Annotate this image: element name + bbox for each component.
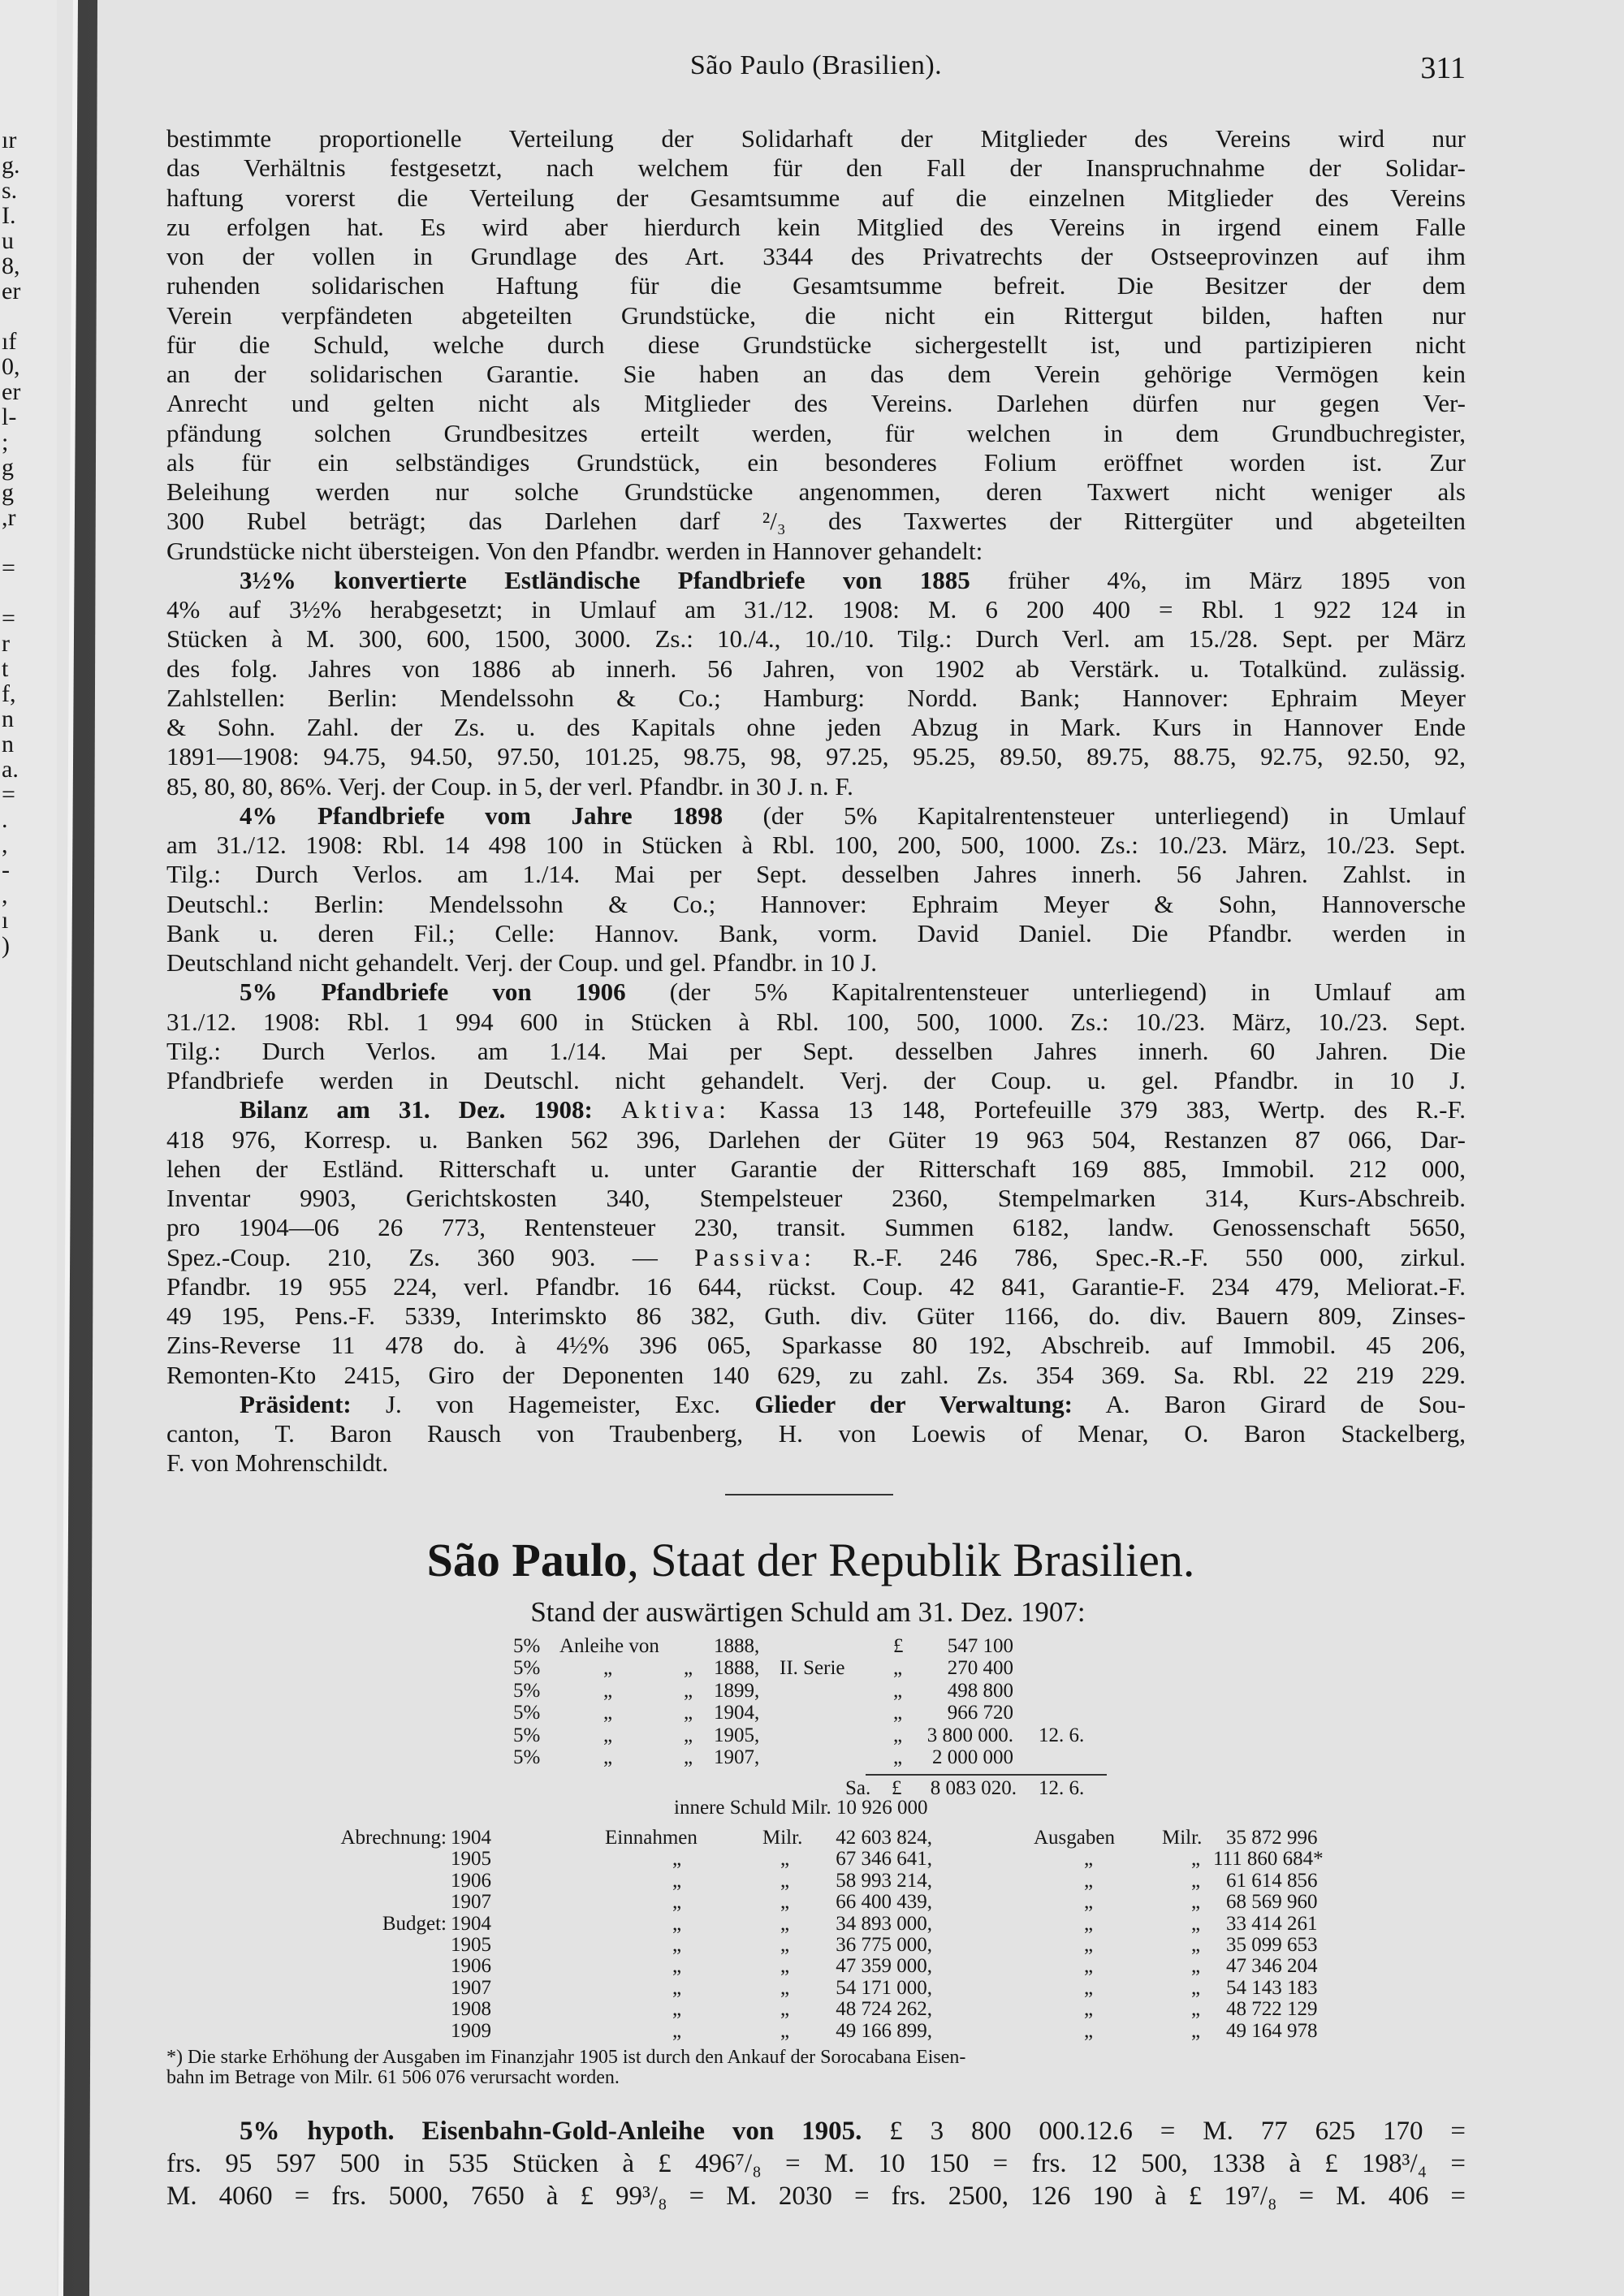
- finance-category: Budget:: [382, 1912, 447, 1935]
- loan-name-ditto: „: [684, 1702, 693, 1724]
- text-run: Inventar 9903, Gerichtskosten 340, Stempelsteuer 2360, Stempelmarken 314, Kurs-Abschreib.: [166, 1184, 1466, 1212]
- fragment-text: ): [2, 932, 10, 959]
- text-run: J. von Hagemeister, Exc.: [351, 1389, 755, 1418]
- text-run: zu erfolgen hat. Es wird aber hierdurch kein Mitglied des Vereins in irgend einem Falle: [166, 212, 1466, 241]
- text-line: [166, 1095, 1466, 1124]
- text-run: Zins-Reverse 11 478 do. à 4½% 396 065, Sparkasse 80 192, Abschreib. auf Immobil. 45 206,: [166, 1331, 1466, 1360]
- text-line: [166, 1154, 1466, 1184]
- text-line: [166, 595, 1466, 624]
- expense-label: „: [1084, 1848, 1094, 1871]
- interest-rate: 5%: [513, 1679, 541, 1702]
- text-line: [166, 1008, 1466, 1037]
- income-unit: „: [780, 1998, 790, 2021]
- income-label: „: [672, 1976, 682, 1999]
- spaced-run: Passiva:: [694, 1242, 816, 1271]
- text-line: [166, 919, 1466, 948]
- fragment-text: s.: [2, 177, 18, 204]
- income-unit: „: [780, 1869, 790, 1892]
- text-line: [166, 566, 1466, 595]
- text-line: [166, 1390, 1466, 1419]
- fragment-text: ,: [2, 882, 8, 908]
- text-run: Stücken à M. 300, 600, 1500, 3000. Zs.: 10./4., 10./10. Tilg.: Durch Verl. am 15./28. Sept. per März: [166, 624, 1466, 654]
- fragment-text: er: [2, 378, 21, 405]
- finance-year: 1908: [451, 1998, 491, 2021]
- loan-year: 1888,: [714, 1657, 760, 1680]
- expense-unit: „: [1191, 1869, 1201, 1892]
- loan-amount: 966 720: [947, 1702, 1013, 1724]
- expense-unit: „: [1191, 1934, 1201, 1956]
- heading-run: 3½% konvertierte Estländische Pfandbriefe von 1885: [240, 565, 970, 594]
- footnote-line: bahn im Betrage von Milr. 61 506 076 verursacht worden.: [166, 2067, 620, 2088]
- loan-amount: 498 800: [947, 1679, 1013, 1702]
- income-label: „: [672, 1891, 682, 1914]
- text-line: [166, 419, 1466, 448]
- text-run: (der 5% Kapitalrentensteuer unterliegend) in Umlauf: [723, 801, 1466, 830]
- text-run: pfändung solchen Grundbesitzes erteilt werden, für welchen in dem Grundbuchregister,: [166, 418, 1466, 447]
- expense-label: „: [1084, 1869, 1094, 1892]
- text-line: [166, 213, 1466, 242]
- sum-label: Sa.: [845, 1777, 871, 1799]
- sum-extra: 12. 6.: [1039, 1777, 1085, 1799]
- text-line: [166, 124, 1466, 153]
- text-run: frs. 95 597 500 in 535 Stücken à £ 496⁷/₈ = M. 10 150 = frs. 12 500, 1338 à £ 198³/₄ =: [166, 2149, 1466, 2178]
- income-unit: „: [780, 1891, 790, 1914]
- text-run: Anrecht und gelten nicht als Mitglieder des Vereins. Darlehen dürfen nur gegen Ver-: [166, 389, 1466, 418]
- text-line: [166, 1066, 1466, 1095]
- income-unit: „: [780, 2019, 790, 2042]
- expense-label: „: [1084, 1912, 1094, 1935]
- income-value: 67 346 641,: [836, 1848, 932, 1871]
- loan-amount: 2 000 000: [932, 1746, 1013, 1768]
- text-line: [166, 1419, 1466, 1448]
- text-line: [166, 1243, 1466, 1272]
- previous-page-margin: [0, 0, 57, 2296]
- currency: „: [893, 1746, 903, 1768]
- expense-label: „: [1084, 1998, 1094, 2021]
- text-line: [166, 772, 1466, 801]
- text-run: 31./12. 1908: Rbl. 1 994 600 in Stücken à Rbl. 100, 500, 1000. Zs.: 10./23. März, 10./23. Sept.: [166, 1007, 1466, 1036]
- text-line: [166, 1331, 1466, 1360]
- text-line: [166, 1272, 1466, 1301]
- income-label: „: [672, 1955, 682, 1978]
- expense-unit: „: [1191, 1976, 1201, 1999]
- text-run: von der vollen in Grundlage des Art. 3344 des Privatrechts der Ostseeprovinzen auf ihm: [166, 242, 1466, 270]
- fragment-text: g: [2, 454, 14, 481]
- expense-label: Ausgaben: [1034, 1827, 1115, 1849]
- text-run: 418 976, Korresp. u. Banken 562 396, Darlehen der Güter 19 963 504, Restanzen 87 066, Dar-: [166, 1124, 1466, 1154]
- finance-year: 1905: [451, 1934, 491, 1956]
- text-run: ruhenden solidarischen Haftung für die Gesamtsumme befreit. Die Besitzer der dem: [166, 271, 1466, 300]
- text-line: [166, 242, 1466, 271]
- finance-year: 1904: [451, 1912, 491, 1935]
- text-line: [166, 1184, 1466, 1213]
- text-run: 49 195, Pens.-F. 5339, Interimskto 86 382, Guth. div. Güter 1166, do. div. Bauern 809, Zinses-: [166, 1301, 1466, 1330]
- fragment-text: 8,: [2, 252, 20, 279]
- finance-year: 1905: [451, 1848, 491, 1871]
- income-value: 48 724 262,: [836, 1998, 932, 2021]
- text-run: & Sohn. Zahl. der Zs. u. des Kapitals ohne jeden Abzug in Mark. Kurs in Hannover Ende: [166, 713, 1466, 741]
- text-run: Bank u. deren Fil.; Celle: Hannov. Bank, vorm. David Daniel. Die Pfandbr. werden in: [166, 918, 1466, 947]
- loan-name: „: [603, 1746, 613, 1768]
- text-line: [166, 860, 1466, 889]
- income-value: 49 166 899,: [836, 2019, 932, 2042]
- fragment-text: l-: [2, 404, 17, 430]
- fragment-text: =: [2, 781, 15, 808]
- fragment-text: g.: [2, 152, 20, 179]
- text-line: [166, 2147, 1466, 2180]
- fragment-text: =: [2, 605, 15, 632]
- expense-unit: „: [1191, 1891, 1201, 1914]
- fragment-text: ır: [2, 127, 17, 153]
- text-line: [166, 477, 1466, 507]
- fragment-text: ;: [2, 429, 9, 455]
- text-run: Verein verpfändeten abgeteilten Grundstücke, die nicht ein Rittergut bilden, haften nur: [166, 300, 1466, 330]
- text-line: [166, 1213, 1466, 1242]
- fragment-text: er: [2, 278, 21, 304]
- text-line: [166, 1361, 1466, 1390]
- loan-year: 1905,: [714, 1724, 760, 1746]
- loan-year: 1899,: [714, 1679, 760, 1702]
- text-line: [166, 507, 1466, 536]
- expense-unit: Milr.: [1162, 1827, 1203, 1849]
- fragment-text: .: [2, 806, 8, 833]
- section-title-rest: , Staat der Republik Brasilien.: [627, 1534, 1195, 1586]
- income-value: 54 171 000,: [836, 1976, 932, 1999]
- expense-value: 61 614 856: [1226, 1869, 1318, 1892]
- text-line: [166, 624, 1466, 654]
- text-line: [166, 389, 1466, 418]
- expense-value: 35 099 653: [1226, 1934, 1318, 1956]
- text-line: [166, 742, 1466, 771]
- income-label: „: [672, 1934, 682, 1956]
- expense-value: 33 414 261: [1226, 1912, 1318, 1935]
- text-run: £ 3 800 000.12.6 = M. 77 625 170 =: [862, 2117, 1466, 2146]
- text-run: 300 Rubel beträgt; das Darlehen darf ²/₃ des Taxwertes der Rittergüter und abgeteilten: [166, 507, 1466, 536]
- text-run: haftung vorerst die Verteilung der Gesamtsumme auf die einzelnen Mitglieder des Vereins: [166, 183, 1466, 212]
- heading-run: 4% Pfandbriefe vom Jahre 1898: [240, 801, 723, 830]
- fragment-text: n: [2, 731, 14, 757]
- expense-value: 68 569 960: [1226, 1891, 1318, 1914]
- expense-value: 111 860 684*: [1213, 1848, 1324, 1871]
- finance-year: 1904: [451, 1827, 491, 1849]
- loan-year: 1904,: [714, 1702, 760, 1724]
- text-run: Remonten-Kto 2415, Giro der Deponenten 140 629, zu zahl. Zs. 354 369. Sa. Rbl. 22 219 229.: [166, 1360, 1466, 1389]
- finance-year: 1907: [451, 1891, 491, 1914]
- income-label: „: [672, 1848, 682, 1871]
- loan-year: 1888,: [714, 1635, 760, 1657]
- expense-label: „: [1084, 1976, 1094, 1999]
- text-run: M. 4060 = frs. 5000, 7650 à £ 99³/₈ = M. 2030 = frs. 2500, 126 190 à £ 19⁷/₈ = M. 406 =: [166, 2182, 1466, 2211]
- sum-amount: 8 083 020.: [930, 1777, 1017, 1799]
- fragment-text: ,: [2, 831, 8, 858]
- loan-name: „: [603, 1657, 613, 1680]
- fragment-text: ı: [2, 907, 9, 934]
- loan-name-ditto: „: [684, 1679, 693, 1702]
- text-run: das Verhältnis festgesetzt, nach welchem für den Fall der Inanspruchnahme der Solidar-: [166, 153, 1466, 183]
- text-run: Tilg.: Durch Verlos. am 1./14. Mai per Sept. desselben Jahres innerh. 56 Jahren. Zahlst. in: [166, 860, 1466, 889]
- loan-name: „: [603, 1679, 613, 1702]
- interest-rate: 5%: [513, 1724, 541, 1746]
- finance-year: 1906: [451, 1869, 491, 1892]
- finance-category: Abrechnung:: [340, 1827, 447, 1849]
- text-run: canton, T. Baron Rausch von Traubenberg, H. von Loewis of Menar, O. Baron Stackelberg,: [166, 1419, 1466, 1448]
- text-line: [166, 948, 1466, 978]
- text-line: [166, 448, 1466, 477]
- heading-run: 5% hypoth. Eisenbahn-Gold-Anleihe von 1905.: [240, 2117, 862, 2146]
- sum-currency: £: [892, 1777, 902, 1799]
- text-run: bestimmte proportionelle Verteilung der Solidarhaft der Mitglieder des Vereins wird nur: [166, 124, 1466, 153]
- text-run: Deutschland nicht gehandelt. Verj. der Coup. und gel. Pfandbr. in 10 J.: [166, 948, 878, 977]
- text-run: A. Baron Girard de Sou-: [1072, 1389, 1466, 1418]
- currency: „: [893, 1657, 903, 1680]
- text-line: [166, 684, 1466, 713]
- fragment-text: r: [2, 630, 10, 657]
- fragment-text: a.: [2, 756, 19, 783]
- currency: £: [893, 1635, 904, 1657]
- text-line: [166, 654, 1466, 684]
- text-run: pro 1904—06 26 773, Rentensteuer 230, transit. Summen 6182, landw. Genossenschaft 5650,: [166, 1213, 1466, 1242]
- text-line: [166, 153, 1466, 183]
- text-run: F. von Mohrenschildt.: [166, 1448, 389, 1478]
- text-run: Pfandbriefe werden in Deutschl. nicht gehandelt. Verj. der Coup. u. gel. Pfandbr. in 10 J.: [166, 1066, 1466, 1094]
- income-value: 36 775 000,: [836, 1934, 932, 1956]
- fragment-text: I.: [2, 202, 16, 229]
- income-unit: „: [780, 1955, 790, 1978]
- text-run: Kassa 13 148, Portefeuille 379 383, Wertp. des R.-F.: [730, 1095, 1466, 1124]
- income-value: 34 893 000,: [836, 1912, 932, 1935]
- text-run: am 31./12. 1908: Rbl. 14 498 100 in Stücken à Rbl. 100, 200, 500, 1000. Zs.: 10./23. März, 10./23. Sept.: [166, 831, 1466, 859]
- income-value: 42 603 824,: [836, 1827, 932, 1849]
- inner-debt: innere Schuld Milr. 10 926 000: [674, 1797, 928, 1819]
- page-number: 311: [1420, 51, 1466, 85]
- text-line: [166, 2115, 1466, 2147]
- text-line: [166, 330, 1466, 360]
- text-line: [166, 1125, 1466, 1154]
- text-line: [166, 801, 1466, 831]
- expense-label: „: [1084, 1891, 1094, 1914]
- text-run: Deutschl.: Berlin: Mendelssohn & Co.; Hannover: Ephraim Meyer & Sohn, Hannoversche: [166, 889, 1466, 918]
- text-line: [166, 271, 1466, 300]
- fragment-text: =: [2, 555, 15, 581]
- text-run: 1891—1908: 94.75, 94.50, 97.50, 101.25, 98.75, 98, 97.25, 95.25, 89.50, 89.75, 88.75, 92.75, 92.50, 92,: [166, 742, 1466, 771]
- running-title: São Paulo (Brasilien).: [689, 50, 943, 80]
- loan-amount: 3 800 000.: [926, 1724, 1013, 1746]
- text-run: lehen der Estländ. Ritterschaft u. unter Garantie der Ritterschaft 169 885, Immobil. 212 000,: [166, 1154, 1466, 1183]
- section-subtitle: Stand der auswärtigen Schuld am 31. Dez. 1907:: [530, 1596, 1086, 1628]
- income-value: 47 359 000,: [836, 1955, 932, 1978]
- text-run: 4% auf 3½% herabgesetzt; in Umlauf am 31./12. 1908: M. 6 200 400 = Rbl. 1 922 124 in: [166, 595, 1466, 624]
- finance-year: 1906: [451, 1955, 491, 1978]
- text-run: Spez.-Coup. 210, Zs. 360 903. —: [166, 1242, 695, 1271]
- income-unit: „: [780, 1912, 790, 1935]
- section-divider: [725, 1494, 893, 1495]
- expense-unit: „: [1191, 1998, 1201, 2021]
- text-line: [166, 537, 1466, 566]
- text-run: 85, 80, 80, 86%. Verj. der Coup. in 5, der verl. Pfandbr. in 30 J. n. F.: [166, 771, 853, 801]
- fragment-text: -: [2, 857, 10, 883]
- text-run: an der solidarischen Garantie. Sie haben an das dem Verein gehörige Vermögen kein: [166, 360, 1466, 388]
- loan-name: Anleihe von: [559, 1635, 659, 1657]
- income-value: 58 993 214,: [836, 1869, 932, 1892]
- expense-unit: „: [1191, 1955, 1201, 1978]
- fragment-text: u: [2, 227, 14, 254]
- fragment-text: ,r: [2, 504, 16, 531]
- heading-run: Bilanz am 31. Dez. 1908:: [240, 1095, 621, 1124]
- text-run: des folg. Jahres von 1886 ab innerh. 56 Jahren, von 1902 ab Verstärk. u. Totalkünd. zulässig.: [166, 654, 1466, 683]
- fragment-text: g: [2, 479, 14, 506]
- income-label: „: [672, 1912, 682, 1935]
- loan-amount: 270 400: [947, 1657, 1013, 1680]
- income-unit: „: [780, 1848, 790, 1871]
- loan-year: 1907,: [714, 1746, 760, 1768]
- text-run: Tilg.: Durch Verlos. am 1./14. Mai per Sept. desselben Jahres innerh. 60 Jahren. Die: [166, 1036, 1466, 1065]
- expense-label: „: [1084, 1955, 1094, 1978]
- fragment-text: 0,: [2, 353, 20, 380]
- income-unit: „: [780, 1976, 790, 1999]
- loan-name-ditto: „: [684, 1746, 693, 1768]
- text-run: Pfandbr. 19 955 224, verl. Pfandbr. 16 644, rückst. Coup. 42 841, Garantie-F. 234 479, Meliorat.-F.: [166, 1271, 1466, 1301]
- interest-rate: 5%: [513, 1635, 541, 1657]
- income-label: „: [672, 1869, 682, 1892]
- text-run: für die Schuld, welche durch diese Grundstücke sichergestellt ist, und partizipieren nicht: [166, 330, 1466, 359]
- fragment-text: ıf: [2, 328, 17, 355]
- fragment-text: f,: [2, 680, 16, 707]
- text-line: [166, 360, 1466, 389]
- fragment-text: t: [2, 655, 9, 682]
- income-label: „: [672, 2019, 682, 2042]
- expense-unit: „: [1191, 1848, 1201, 1871]
- text-run: Zahlstellen: Berlin: Mendelssohn & Co.; Hamburg: Nordd. Bank; Hannover: Ephraim Meyer: [166, 683, 1466, 712]
- sum-rule: [866, 1774, 1107, 1776]
- expense-value: 48 722 129: [1226, 1998, 1318, 2021]
- fragment-text: n: [2, 706, 14, 732]
- text-line: [166, 978, 1466, 1007]
- running-header: [166, 50, 1466, 86]
- currency: „: [893, 1702, 903, 1724]
- text-run: Beleihung werden nur solche Grundstücke angenommen, deren Taxwert nicht weniger als: [166, 477, 1466, 506]
- loan-name: „: [603, 1724, 613, 1746]
- heading-run: 5% Pfandbriefe von 1906: [240, 978, 626, 1007]
- income-unit: „: [780, 1934, 790, 1956]
- text-run: Grundstücke nicht übersteigen. Von den Pfandbr. werden in Hannover gehandelt:: [166, 536, 983, 565]
- text-line: [166, 713, 1466, 742]
- footnote-line: *) Die starke Erhöhung der Ausgaben im Finanzjahr 1905 ist durch den Ankauf der Sorocabana Eisen-: [166, 2047, 966, 2068]
- income-unit: Milr.: [762, 1827, 803, 1849]
- text-run: R.-F. 246 786, Spec.-R.-F. 550 000, zirkul.: [815, 1242, 1466, 1271]
- section-title-name: São Paulo: [426, 1534, 628, 1586]
- text-line: [166, 301, 1466, 330]
- income-label: „: [672, 1998, 682, 2021]
- loan-name-ditto: „: [684, 1724, 693, 1746]
- expense-value: 35 872 996: [1226, 1827, 1318, 1849]
- text-line: [166, 1448, 1466, 1478]
- currency: „: [893, 1679, 903, 1702]
- currency: „: [893, 1724, 903, 1746]
- income-label: Einnahmen: [605, 1827, 698, 1849]
- interest-rate: 5%: [513, 1657, 541, 1680]
- text-line: [166, 2180, 1466, 2212]
- heading-run: Präsident:: [240, 1389, 352, 1418]
- loan-amount: 547 100: [947, 1635, 1013, 1657]
- expense-unit: „: [1191, 2019, 1201, 2042]
- spaced-run: Aktiva:: [620, 1095, 731, 1124]
- finance-year: 1907: [451, 1976, 491, 1999]
- interest-rate: 5%: [513, 1746, 541, 1768]
- text-line: [166, 890, 1466, 919]
- finance-year: 1909: [451, 2019, 491, 2042]
- text-line: [166, 1037, 1466, 1066]
- text-line: [166, 183, 1466, 213]
- amount-extra: 12. 6.: [1039, 1724, 1085, 1746]
- interest-rate: 5%: [513, 1702, 541, 1724]
- text-run: früher 4%, im März 1895 von: [970, 565, 1466, 594]
- expense-value: 47 346 204: [1226, 1955, 1318, 1978]
- loan-name-ditto: „: [684, 1657, 693, 1680]
- heading-run: Glieder der Verwaltung:: [754, 1389, 1073, 1418]
- loan-name: „: [603, 1702, 613, 1724]
- expense-value: 49 164 978: [1226, 2019, 1318, 2042]
- expense-value: 54 143 183: [1226, 1976, 1318, 1999]
- expense-label: „: [1084, 2019, 1094, 2042]
- text-line: [166, 831, 1466, 860]
- expense-unit: „: [1191, 1912, 1201, 1935]
- text-line: [166, 1301, 1466, 1331]
- text-run: als für ein selbständiges Grundstück, ein besonderes Folium eröffnet worden ist. Zur: [166, 447, 1466, 477]
- text-run: (der 5% Kapitalrentensteuer unterliegend) in Umlauf am: [625, 978, 1466, 1007]
- loan-series: II. Serie: [780, 1657, 845, 1680]
- section-title: [383, 1533, 1238, 1588]
- income-value: 66 400 439,: [836, 1891, 932, 1914]
- expense-label: „: [1084, 1934, 1094, 1956]
